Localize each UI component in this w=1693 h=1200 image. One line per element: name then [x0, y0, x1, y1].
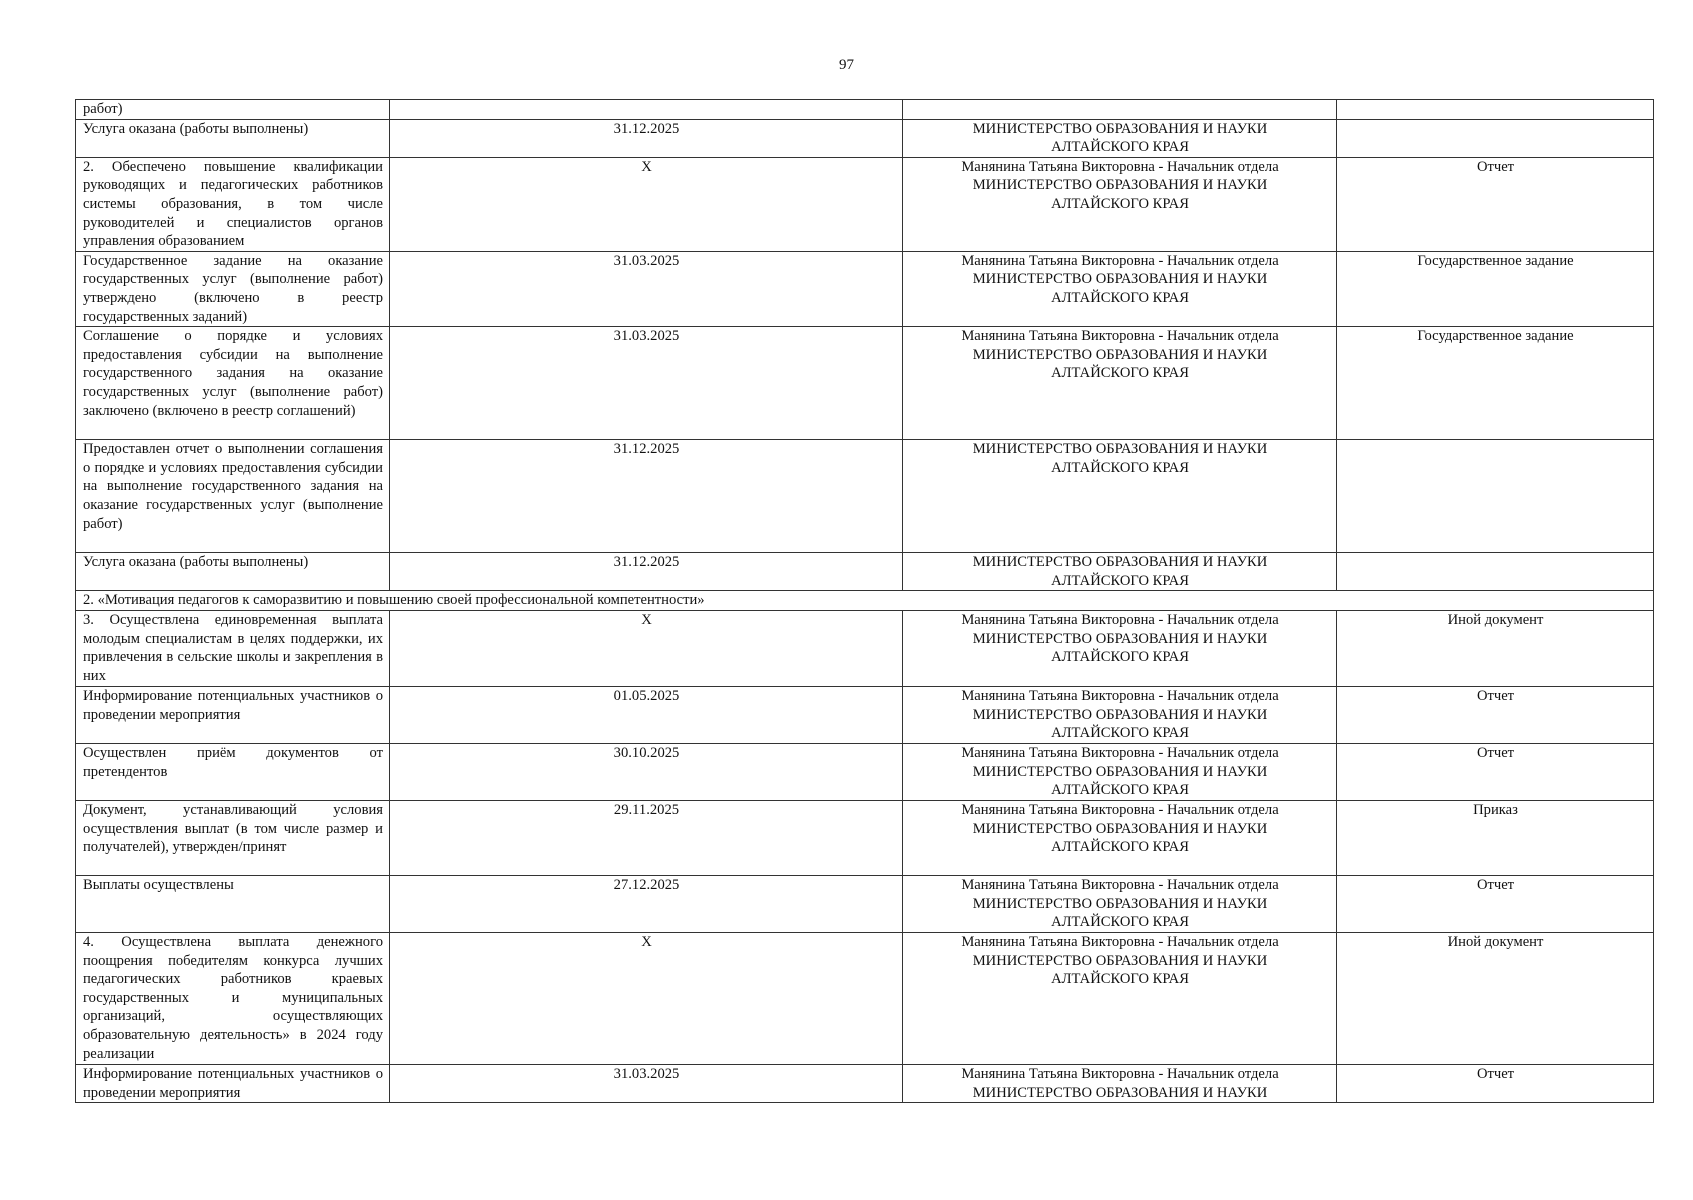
cell-responsible — [903, 800, 1337, 875]
cell-document-type — [1337, 553, 1654, 591]
responsible-line: Манянина Татьяна Викторовна - Начальник отдела — [961, 687, 1279, 704]
cell-result-name: 3. Осуществлена единовременная выплата молодым специалистам в целях поддержки, их привлечения в сельские школы и закрепления в них — [76, 610, 390, 686]
table-row — [76, 251, 1654, 326]
responsible-line: МИНИСТЕРСТВО ОБРАЗОВАНИЯ И НАУКИ — [972, 120, 1268, 137]
cell-deadline: 27.12.2025 — [390, 875, 903, 932]
plan-table — [75, 99, 1654, 1103]
responsible-line: АЛТАЙСКОГО КРАЯ — [1051, 139, 1189, 156]
cell-document-type — [1337, 100, 1654, 120]
cell-responsible — [903, 1064, 1337, 1102]
responsible-line: МИНИСТЕРСТВО ОБРАЗОВАНИЯ И НАУКИ — [972, 706, 1268, 723]
table-row — [76, 875, 1654, 932]
responsible-line: АЛТАЙСКОГО КРАЯ — [1051, 839, 1189, 856]
cell-result-name: Услуга оказана (работы выполнены) — [76, 553, 390, 591]
section-title: 2. «Мотивация педагогов к саморазвитию и повышению своей профессиональной компетентности» — [76, 591, 1654, 611]
cell-document-type: Государственное задание — [1337, 251, 1654, 326]
responsible-line: МИНИСТЕРСТВО ОБРАЗОВАНИЯ И НАУКИ — [972, 820, 1268, 837]
responsible-line: МИНИСТЕРСТВО ОБРАЗОВАНИЯ И НАУКИ — [972, 952, 1268, 969]
cell-deadline: 29.11.2025 — [390, 800, 903, 875]
responsible-line: АЛТАЙСКОГО КРАЯ — [1051, 725, 1189, 742]
responsible-line: МИНИСТЕРСТВО ОБРАЗОВАНИЯ И НАУКИ — [972, 177, 1268, 194]
responsible-line: АЛТАЙСКОГО КРАЯ — [1051, 782, 1189, 799]
cell-deadline: 31.03.2025 — [390, 251, 903, 326]
responsible-line: МИНИСТЕРСТВО ОБРАЗОВАНИЯ И НАУКИ — [972, 895, 1268, 912]
table-row — [76, 610, 1654, 686]
responsible-line: Манянина Татьяна Викторовна - Начальник отдела — [961, 611, 1279, 628]
responsible-line: МИНИСТЕРСТВО ОБРАЗОВАНИЯ И НАУКИ — [972, 1084, 1268, 1101]
page-number: 97 — [839, 57, 854, 73]
cell-responsible — [903, 251, 1337, 326]
responsible-line: АЛТАЙСКОГО КРАЯ — [1051, 572, 1189, 589]
responsible-line: Манянина Татьяна Викторовна - Начальник отдела — [961, 1065, 1279, 1082]
responsible-line: МИНИСТЕРСТВО ОБРАЗОВАНИЯ И НАУКИ — [972, 554, 1268, 571]
cell-result-name: Государственное задание на оказание государственных услуг (выполнение работ) утверждено (включено в реестр государственных заданий) — [76, 251, 390, 326]
cell-result-name: Информирование потенциальных участников о проведении мероприятия — [76, 1064, 390, 1102]
responsible-line: МИНИСТЕРСТВО ОБРАЗОВАНИЯ И НАУКИ — [972, 441, 1268, 458]
cell-deadline: Х — [390, 610, 903, 686]
cell-result-name: Осуществлен приём документов от претендентов — [76, 743, 390, 800]
responsible-line: АЛТАЙСКОГО КРАЯ — [1051, 365, 1189, 382]
table-row — [76, 100, 1654, 120]
responsible-line: АЛТАЙСКОГО КРАЯ — [1051, 459, 1189, 476]
cell-deadline: 01.05.2025 — [390, 686, 903, 743]
cell-responsible — [903, 686, 1337, 743]
cell-deadline: 31.03.2025 — [390, 1064, 903, 1102]
responsible-line: МИНИСТЕРСТВО ОБРАЗОВАНИЯ И НАУКИ — [972, 346, 1268, 363]
cell-deadline: Х — [390, 157, 903, 251]
responsible-line: АЛТАЙСКОГО КРАЯ — [1051, 649, 1189, 666]
cell-result-name: Соглашение о порядке и условиях предоставления субсидии на выполнение государственного задания на оказание государственных услуг (выполнение работ) заключено (включено в реестр соглашений) — [76, 327, 390, 440]
cell-deadline: 30.10.2025 — [390, 743, 903, 800]
cell-document-type: Государственное задание — [1337, 327, 1654, 440]
table-row — [76, 743, 1654, 800]
table-row — [76, 932, 1654, 1064]
responsible-line: Манянина Татьяна Викторовна - Начальник отдела — [961, 801, 1279, 818]
cell-responsible — [903, 157, 1337, 251]
cell-document-type: Отчет — [1337, 743, 1654, 800]
table-row — [76, 553, 1654, 591]
cell-document-type: Иной документ — [1337, 932, 1654, 1064]
cell-deadline — [390, 100, 903, 120]
cell-result-name: Документ, устанавливающий условия осуществления выплат (в том числе размер и получателей), утвержден/принят — [76, 800, 390, 875]
cell-responsible — [903, 743, 1337, 800]
responsible-line: Манянина Татьяна Викторовна - Начальник отдела — [961, 328, 1279, 345]
responsible-line: Манянина Татьяна Викторовна - Начальник отдела — [961, 876, 1279, 893]
responsible-line: МИНИСТЕРСТВО ОБРАЗОВАНИЯ И НАУКИ — [972, 763, 1268, 780]
cell-result-name: 2. Обеспечено повышение квалификации руководящих и педагогических работников системы образования, в том числе руководителей и специалистов органов управления образованием — [76, 157, 390, 251]
cell-responsible — [903, 327, 1337, 440]
cell-result-name: 4. Осуществлена выплата денежного поощрения победителям конкурса лучших педагогических работников краевых государственных и муниципальных организаций, осуществляющих образовательную деятельность» в 2024 году реализации — [76, 932, 390, 1064]
table-row — [76, 440, 1654, 553]
cell-deadline: 31.03.2025 — [390, 327, 903, 440]
cell-document-type: Отчет — [1337, 686, 1654, 743]
responsible-line: Манянина Татьяна Викторовна - Начальник отдела — [961, 744, 1279, 761]
cell-responsible — [903, 553, 1337, 591]
responsible-line: АЛТАЙСКОГО КРАЯ — [1051, 971, 1189, 988]
responsible-line: АЛТАЙСКОГО КРАЯ — [1051, 289, 1189, 306]
table-row — [76, 1064, 1654, 1102]
plan-table-body — [76, 100, 1654, 1103]
cell-result-name: Услуга оказана (работы выполнены) — [76, 119, 390, 157]
section-row — [76, 591, 1654, 611]
responsible-line: МИНИСТЕРСТВО ОБРАЗОВАНИЯ И НАУКИ — [972, 271, 1268, 288]
cell-deadline: Х — [390, 932, 903, 1064]
cell-document-type: Отчет — [1337, 1064, 1654, 1102]
cell-responsible — [903, 932, 1337, 1064]
cell-responsible — [903, 119, 1337, 157]
cell-result-name: Информирование потенциальных участников о проведении мероприятия — [76, 686, 390, 743]
cell-document-type: Отчет — [1337, 875, 1654, 932]
cell-responsible — [903, 875, 1337, 932]
responsible-line: АЛТАЙСКОГО КРАЯ — [1051, 914, 1189, 931]
table-row — [76, 119, 1654, 157]
cell-result-name: работ) — [76, 100, 390, 120]
cell-result-name: Выплаты осуществлены — [76, 875, 390, 932]
cell-responsible — [903, 100, 1337, 120]
responsible-line: МИНИСТЕРСТВО ОБРАЗОВАНИЯ И НАУКИ — [972, 630, 1268, 647]
responsible-line: АЛТАЙСКОГО КРАЯ — [1051, 195, 1189, 212]
cell-document-type — [1337, 119, 1654, 157]
cell-document-type: Отчет — [1337, 157, 1654, 251]
cell-deadline: 31.12.2025 — [390, 440, 903, 553]
cell-document-type — [1337, 440, 1654, 553]
table-row — [76, 327, 1654, 440]
cell-responsible — [903, 610, 1337, 686]
responsible-line: Манянина Татьяна Викторовна - Начальник отдела — [961, 158, 1279, 175]
cell-result-name: Предоставлен отчет о выполнении соглашения о порядке и условиях предоставления субсидии на выполнение государственного задания на оказание государственных услуг (выполнение работ) — [76, 440, 390, 553]
cell-deadline: 31.12.2025 — [390, 553, 903, 591]
cell-deadline: 31.12.2025 — [390, 119, 903, 157]
table-row — [76, 686, 1654, 743]
cell-document-type: Иной документ — [1337, 610, 1654, 686]
responsible-line: Манянина Татьяна Викторовна - Начальник отдела — [961, 933, 1279, 950]
table-row — [76, 157, 1654, 251]
table-row — [76, 800, 1654, 875]
cell-document-type: Приказ — [1337, 800, 1654, 875]
cell-responsible — [903, 440, 1337, 553]
responsible-line: Манянина Татьяна Викторовна - Начальник отдела — [961, 252, 1279, 269]
